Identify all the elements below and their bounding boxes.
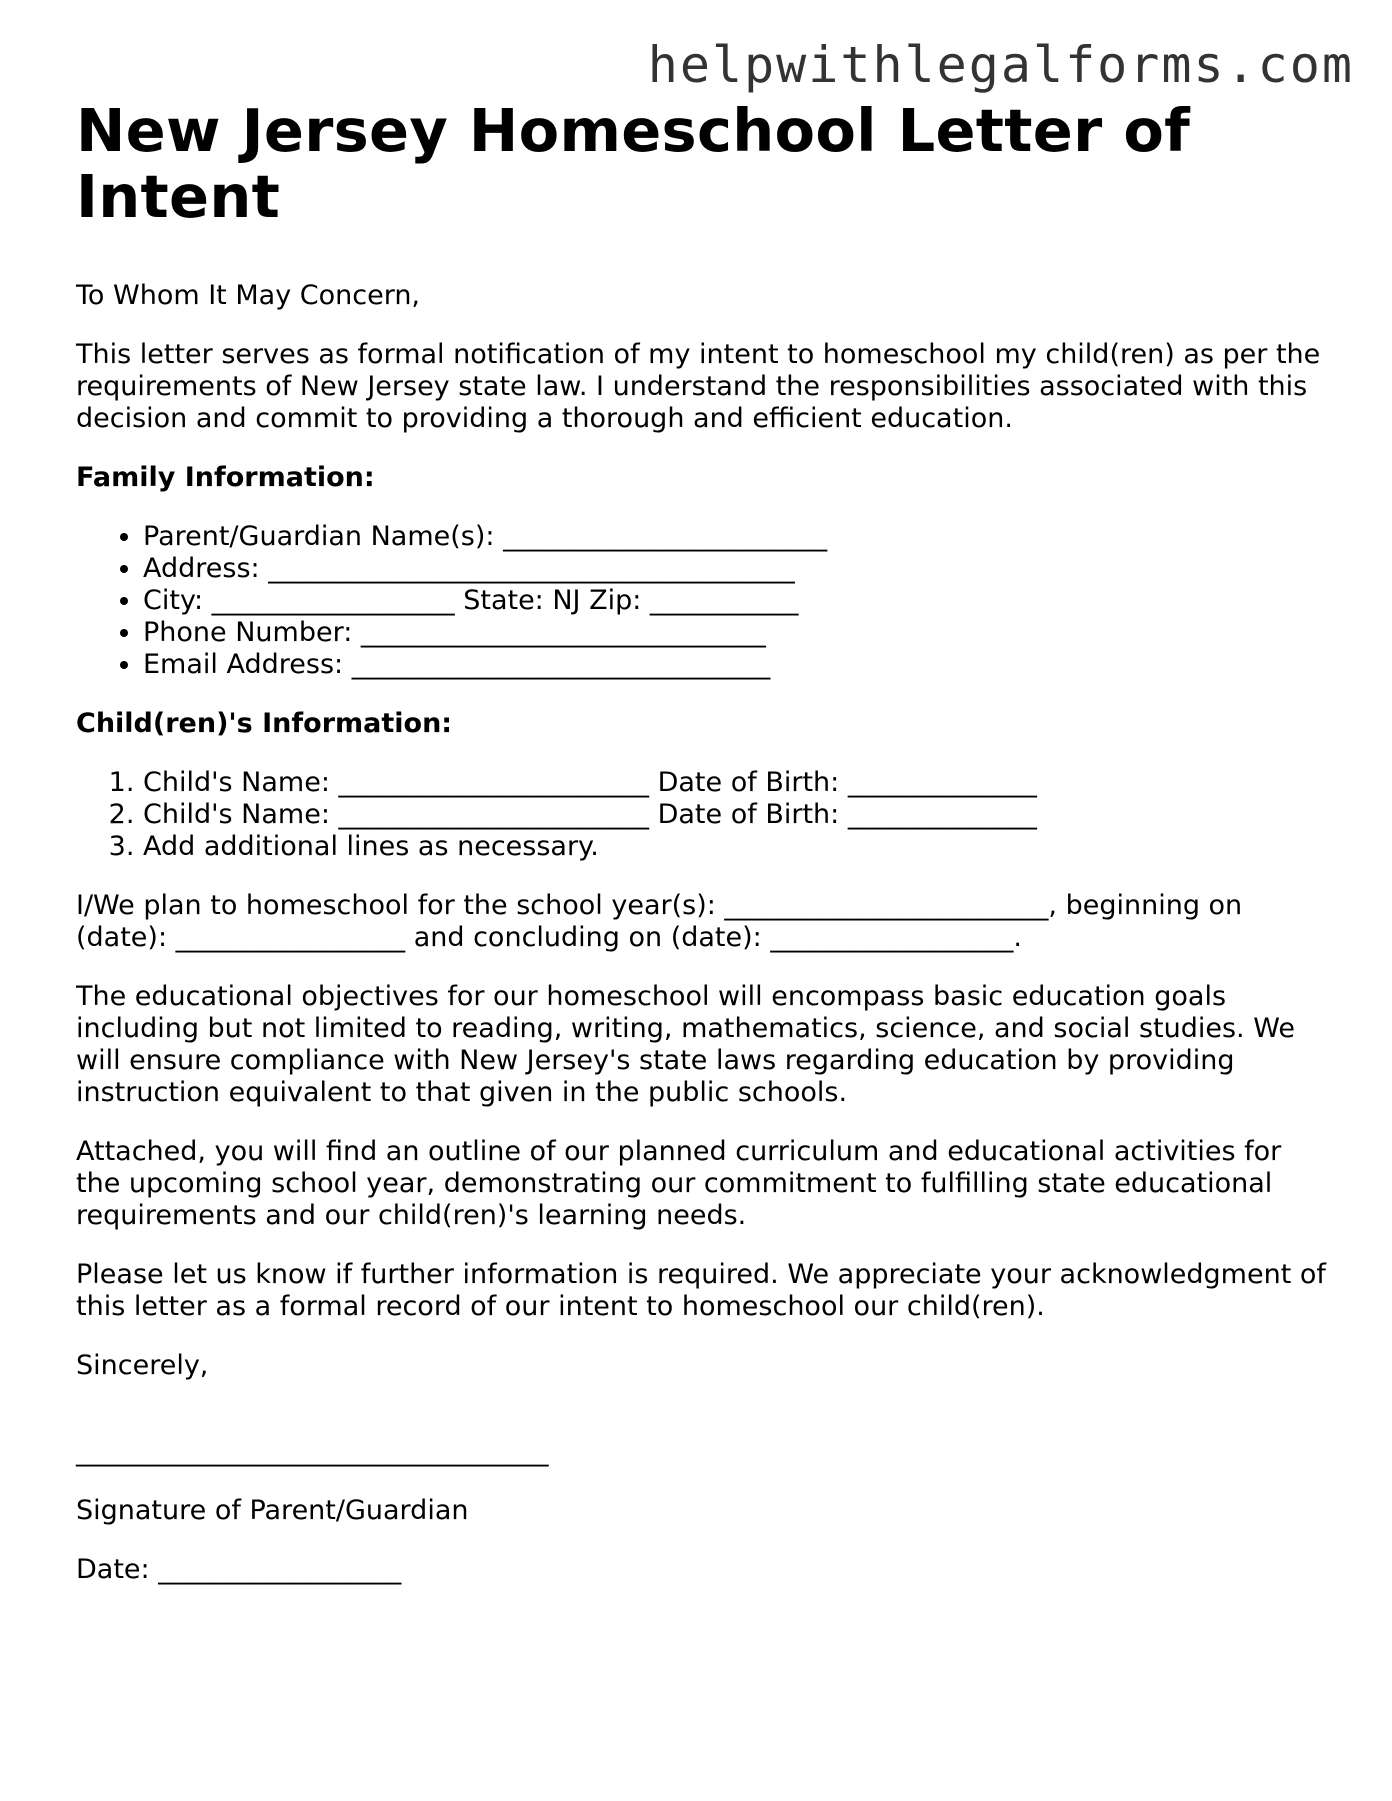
closing-paragraph: Please let us know if further information is required. We appreciate your acknowledgment of this letter as a formal record of our intent to homeschool our child(ren).: [76, 1259, 1326, 1322]
salutation: To Whom It May Concern,: [76, 280, 421, 311]
child-2-field: 2. Child's Name: _______________________ Date of Birth: ______________: [143, 799, 1326, 831]
document-title: New Jersey Homeschool Letter of Intent: [76, 96, 1191, 231]
document-body: [76, 98, 1326, 1613]
children-information-list: [76, 767, 1326, 863]
watermark: helpwithlegalforms.com: [647, 36, 1354, 94]
phone-number-field: • Phone Number: ______________________________: [143, 617, 1326, 649]
valediction: Sincerely,: [76, 1350, 209, 1381]
address-field: • Address: _______________________________________: [143, 553, 1326, 585]
additional-lines-note: 3. Add additional lines as necessary.: [143, 831, 1326, 863]
signature-label: Signature of Parent/Guardian: [76, 1495, 469, 1526]
intro-paragraph: This letter serves as formal notification of my intent to homeschool my child(ren) as per the requirements of New Jersey state law. I understand the responsibilities associated with this decision and commit to providing a thorough and efficient education.: [76, 339, 1321, 434]
family-information-heading: Family Information:: [76, 462, 375, 493]
email-address-field: • Email Address: _______________________________: [143, 649, 1326, 681]
child-1-field: 1. Child's Name: _______________________ Date of Birth: ______________: [143, 767, 1326, 799]
city-state-zip-field: • City: __________________ State: NJ Zip: ___________: [143, 585, 1326, 617]
family-information-list: [76, 521, 1326, 681]
children-information-heading: Child(ren)'s Information:: [76, 708, 453, 739]
parent-guardian-name-field: • Parent/Guardian Name(s): ________________________: [143, 521, 1326, 553]
school-year-plan-paragraph: I/We plan to homeschool for the school year(s): ________________________, beginning on (date): _________________ and concluding on (date): __________________.: [76, 890, 1243, 953]
date-field: Date: __________________: [76, 1554, 402, 1585]
educational-objectives-paragraph: The educational objectives for our homeschool will encompass basic education goals including but not limited to reading, writing, mathematics, science, and social studies. We will ensure compliance with New Jersey's state laws regarding education by providing instruction equivalent to that given in the public schools.: [76, 981, 1295, 1108]
curriculum-attachment-paragraph: Attached, you will find an outline of our planned curriculum and educational activities for the upcoming school year, demonstrating our commitment to fulfilling state educational requirements and our child(ren)'s learning needs.: [76, 1136, 1282, 1231]
signature-line: ___________________________________: [76, 1436, 549, 1467]
